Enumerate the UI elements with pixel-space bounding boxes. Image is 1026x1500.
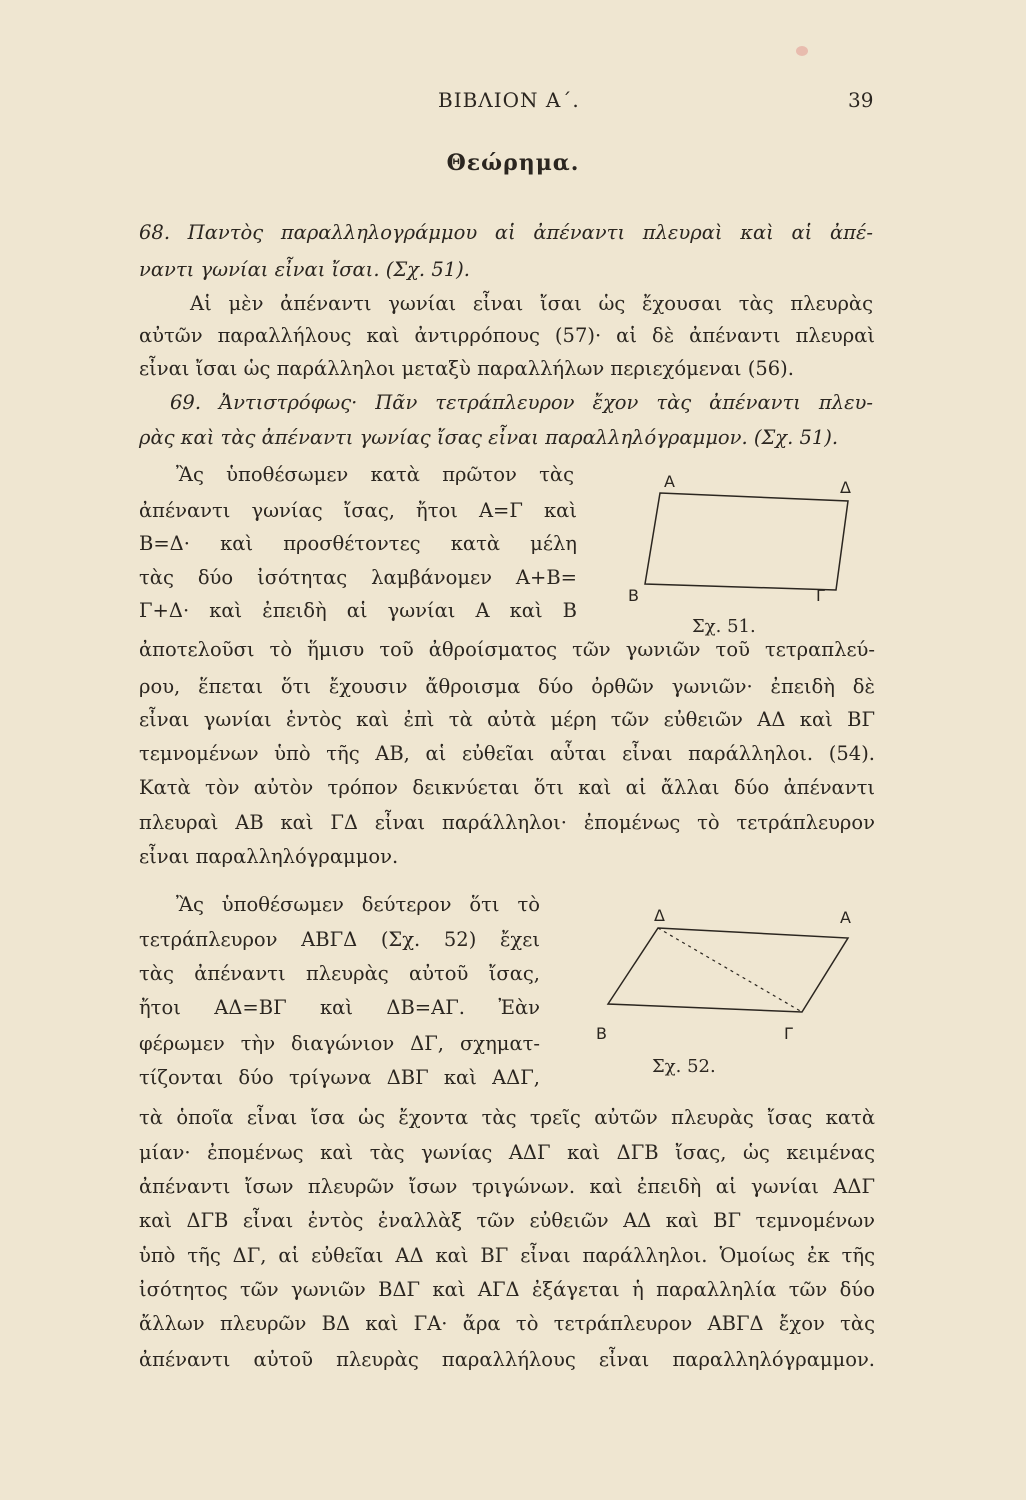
text-line: πλευραὶ ΑΒ καὶ ΓΔ εἶναι παράλληλοι· ἐπομένως τὸ τετράπλευρον bbox=[139, 811, 875, 834]
vertex-label: Β bbox=[596, 1024, 607, 1043]
text-line: ὑπὸ τῆς ΔΓ, αἱ εὐθεῖαι ΑΔ καὶ ΒΓ εἶναι παράλληλοι. Ὁμοίως ἐκ τῆς bbox=[139, 1244, 875, 1267]
vertex-label: Α bbox=[664, 472, 675, 491]
text-line: τεμνομένων ὑπὸ τῆς ΑΒ, αἱ εὐθεῖαι αὗται εἶναι παράλληλοι. (54). bbox=[139, 742, 875, 765]
text-line: ἀποτελοῦσι τὸ ἥμισυ τοῦ ἀθροίσματος τῶν γωνιῶν τοῦ τετραπλεύ- bbox=[139, 638, 875, 661]
text-line: εἶναι ἴσαι ὡς παράλληλοι μεταξὺ παραλλήλων περιεχόμεναι (56). bbox=[139, 357, 794, 380]
text-line: ἄλλων πλευρῶν ΒΔ καὶ ΓΑ· ἄρα τὸ τετράπλευρον ΑΒΓΔ ἔχον τὰς bbox=[139, 1312, 875, 1335]
text-line: Ἂς ὑποθέσωμεν κατὰ πρῶτον τὰς bbox=[176, 463, 574, 486]
text-line: ἀπέναντι ἴσων πλευρῶν ἴσων τριγώνων. καὶ ἐπειδὴ αἱ γωνίαι ΑΔΓ bbox=[139, 1175, 875, 1198]
section-heading: Θεώρημα. bbox=[446, 150, 580, 176]
text-line: Κατὰ τὸν αὐτὸν τρόπον δεικνύεται ὅτι καὶ αἱ ἄλλαι δύο ἀπέναντι bbox=[139, 776, 875, 799]
page-number: 39 bbox=[848, 88, 874, 112]
text-line: 69. Ἀντιστρόφως· Πᾶν τετράπλευρον ἔχον τὰς ἀπέναντι πλευ- bbox=[170, 391, 873, 414]
vertex-label: Δ bbox=[840, 478, 851, 497]
text-line: μίαν· ἐπομένως καὶ τὰς γωνίας ΑΔΓ καὶ ΔΓΒ ἴσας, ὡς κειμένας bbox=[139, 1141, 875, 1164]
figure-52 bbox=[590, 900, 870, 1080]
text-line: τὰς ἀπέναντι πλευρὰς αὐτοῦ ἴσας, bbox=[139, 962, 540, 985]
text-line: Γ+Δ· καὶ ἐπειδὴ αἱ γωνίαι Α καὶ Β bbox=[139, 599, 577, 622]
text-line: ἰσότητος τῶν γωνιῶν ΒΔΓ καὶ ΑΓΔ ἐξάγεται ἡ παραλληλία τῶν δύο bbox=[139, 1278, 875, 1301]
text-line: τὰ ὁποῖα εἶναι ἴσα ὡς ἔχοντα τὰς τρεῖς αὐτῶν πλευρὰς ἴσας κατὰ bbox=[139, 1106, 875, 1129]
text-line: Β=Δ· καὶ προσθέτοντες κατὰ μέλη bbox=[139, 532, 577, 555]
vertex-label: Β bbox=[628, 586, 639, 605]
figure-caption: Σχ. 52. bbox=[652, 1056, 716, 1077]
text-line: καὶ ΔΓΒ εἶναι ἐντὸς ἐναλλὰξ τῶν εὐθειῶν ΑΔ καὶ ΒΓ τεμνομένων bbox=[139, 1209, 875, 1232]
text-line: εἶναι γωνίαι ἐντὸς καὶ ἐπὶ τὰ αὐτὰ μέρη τῶν εὐθειῶν ΑΔ καὶ ΒΓ bbox=[139, 708, 875, 731]
page-header bbox=[0, 88, 1026, 118]
vertex-label: Γ bbox=[816, 586, 825, 605]
text-line: ἀπέναντι αὐτοῦ πλευρὰς παραλλήλους εἶναι παραλληλόγραμμον. bbox=[139, 1348, 875, 1371]
vertex-label: Δ bbox=[654, 906, 665, 925]
text-line: ναντι γωνίαι εἶναι ἴσαι. (Σχ. 51). bbox=[139, 258, 470, 281]
vertex-label: Γ bbox=[784, 1024, 793, 1043]
text-line: 68. Παντὸς παραλληλογράμμου αἱ ἀπέναντι πλευραὶ καὶ αἱ ἀπέ- bbox=[139, 221, 873, 244]
text-line: ρὰς καὶ τὰς ἀπέναντι γωνίας ἴσας εἶναι παραλληλόγραμμον. (Σχ. 51). bbox=[139, 426, 839, 449]
text-line: εἶναι παραλληλόγραμμον. bbox=[139, 845, 399, 868]
text-line: φέρωμεν τὴν διαγώνιον ΔΓ, σχηματ- bbox=[139, 1032, 540, 1055]
vertex-label: Α bbox=[840, 908, 851, 927]
figure-51 bbox=[600, 468, 880, 643]
text-line: Αἱ μὲν ἀπέναντι γωνίαι εἶναι ἴσαι ὡς ἔχουσαι τὰς πλευρὰς bbox=[190, 292, 873, 315]
text-line: τὰς δύο ἰσότητας λαμβάνομεν Α+Β= bbox=[139, 566, 577, 589]
text-line: τετράπλευρον ΑΒΓΔ (Σχ. 52) ἔχει bbox=[139, 928, 540, 951]
text-line: ἤτοι ΑΔ=ΒΓ καὶ ΔΒ=ΑΓ. Ἐὰν bbox=[139, 996, 540, 1019]
page-stain bbox=[796, 46, 808, 56]
figure-caption: Σχ. 51. bbox=[692, 616, 756, 637]
text-line: τίζονται δύο τρίγωνα ΔΒΓ καὶ ΑΔΓ, bbox=[139, 1066, 540, 1089]
text-line: ρου, ἕπεται ὅτι ἔχουσιν ἄθροισμα δύο ὀρθῶν γωνιῶν· ἐπειδὴ δὲ bbox=[139, 675, 875, 698]
running-head: ΒΙΒΛΙΟΝ Α΄. bbox=[438, 88, 580, 112]
text-line: ἀπέναντι γωνίας ἴσας, ἤτοι Α=Γ καὶ bbox=[139, 499, 577, 522]
text-line: αὐτῶν παραλλήλους καὶ ἀντιρρόπους (57)· αἱ δὲ ἀπέναντι πλευραὶ bbox=[139, 324, 875, 347]
text-line: Ἂς ὑποθέσωμεν δεύτερον ὅτι τὸ bbox=[176, 893, 540, 916]
